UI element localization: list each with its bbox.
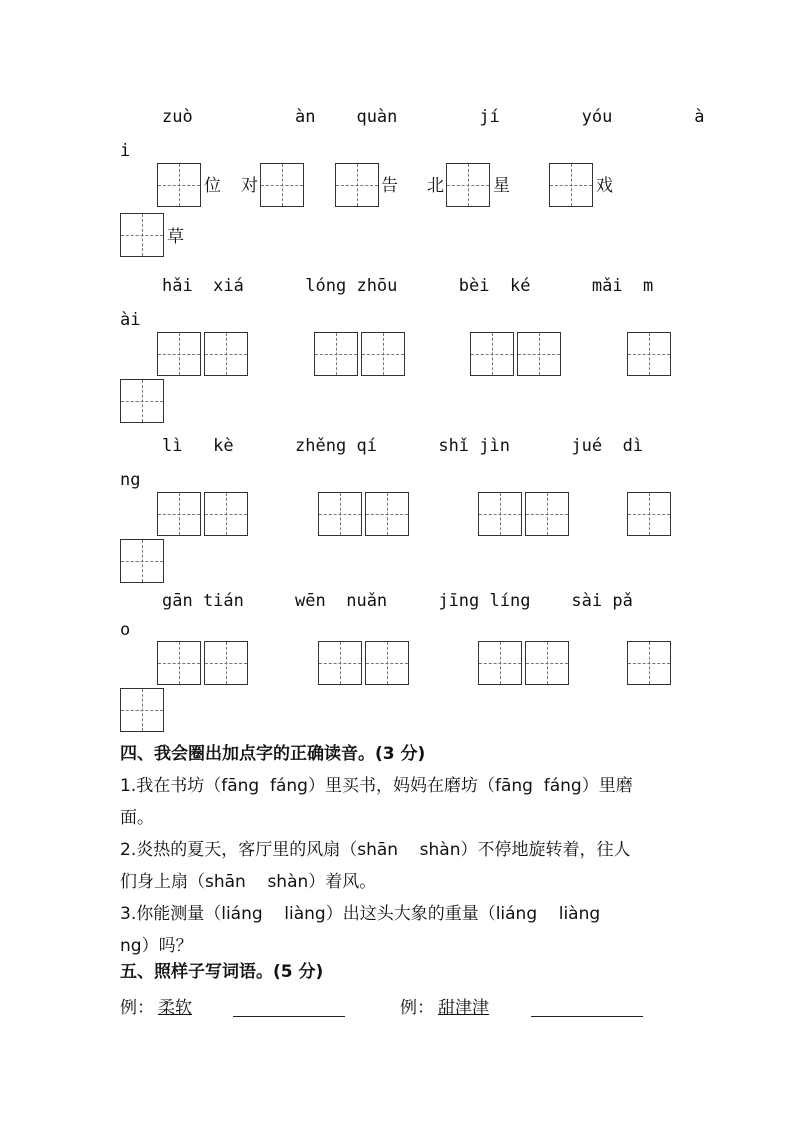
writing-box[interactable] xyxy=(478,492,522,536)
char-wei: 位 xyxy=(204,176,221,196)
question-1-line-2: 面。 xyxy=(120,808,154,828)
char-bei: 北 xyxy=(427,176,444,196)
writing-box[interactable] xyxy=(470,332,514,376)
writing-box[interactable] xyxy=(120,379,164,423)
writing-box[interactable] xyxy=(157,163,201,207)
pinyin-row-3-wrap: ng xyxy=(120,470,141,490)
writing-box[interactable] xyxy=(157,332,201,376)
question-3-line-1: 3.你能测量（liáng liàng）出这头大象的重量（liáng liàng xyxy=(120,904,601,924)
writing-box[interactable] xyxy=(549,163,593,207)
example-word-2: 甜津津 xyxy=(438,998,489,1018)
writing-box[interactable] xyxy=(120,539,164,583)
writing-box[interactable] xyxy=(204,332,248,376)
writing-box[interactable] xyxy=(120,688,164,732)
char-gao: 告 xyxy=(381,176,398,196)
section-5-heading: 五、照样子写词语。(5 分) xyxy=(120,962,324,982)
pinyin-row-4-wrap: o xyxy=(120,620,131,640)
char-xi: 戏 xyxy=(596,176,613,196)
char-dui: 对 xyxy=(241,176,258,196)
writing-box[interactable] xyxy=(204,641,248,685)
pinyin-row-1: zuò àn quàn jí yóu à xyxy=(162,107,705,127)
writing-box[interactable] xyxy=(120,213,164,257)
writing-box[interactable] xyxy=(157,492,201,536)
writing-box[interactable] xyxy=(365,492,409,536)
writing-box[interactable] xyxy=(627,332,671,376)
writing-box[interactable] xyxy=(517,332,561,376)
char-xing: 星 xyxy=(493,176,510,196)
writing-box[interactable] xyxy=(318,492,362,536)
question-2-line-1: 2.炎热的夏天，客厅里的风扇（shān shàn）不停地旋转着，往人 xyxy=(120,840,631,860)
writing-box[interactable] xyxy=(361,332,405,376)
pinyin-row-2: hǎi xiá lóng zhōu bèi ké mǎi m xyxy=(162,276,654,296)
pinyin-row-1-wrap: i xyxy=(120,141,131,161)
answer-blank-1[interactable] xyxy=(233,1016,345,1017)
answer-blank-2[interactable] xyxy=(531,1016,643,1017)
writing-box[interactable] xyxy=(260,163,304,207)
writing-box[interactable] xyxy=(365,641,409,685)
question-3-line-2: ng）吗？ xyxy=(120,936,193,956)
char-cao: 草 xyxy=(167,227,184,247)
writing-box[interactable] xyxy=(525,492,569,536)
example-label-1: 例： xyxy=(120,998,154,1018)
example-word-1: 柔软 xyxy=(158,998,192,1018)
writing-box[interactable] xyxy=(525,641,569,685)
question-1-line-1: 1.我在书坊（fāng fáng）里买书，妈妈在磨坊（fāng fáng）里磨 xyxy=(120,776,633,796)
writing-box[interactable] xyxy=(318,641,362,685)
question-2-line-2: 们身上扇（shān shàn）着风。 xyxy=(120,872,377,892)
writing-box[interactable] xyxy=(314,332,358,376)
pinyin-row-2-wrap: ài xyxy=(120,310,141,330)
writing-box[interactable] xyxy=(627,641,671,685)
example-label-2: 例： xyxy=(400,998,434,1018)
writing-box[interactable] xyxy=(478,641,522,685)
writing-box[interactable] xyxy=(157,641,201,685)
writing-box[interactable] xyxy=(335,163,379,207)
pinyin-row-4: gān tián wēn nuǎn jīng líng sài pǎ xyxy=(162,591,633,611)
writing-box[interactable] xyxy=(204,492,248,536)
pinyin-row-3: lì kè zhěng qí shǐ jìn jué dì xyxy=(162,436,644,456)
writing-box[interactable] xyxy=(446,163,490,207)
writing-box[interactable] xyxy=(627,492,671,536)
section-4-heading: 四、我会圈出加点字的正确读音。(3 分) xyxy=(120,744,426,764)
